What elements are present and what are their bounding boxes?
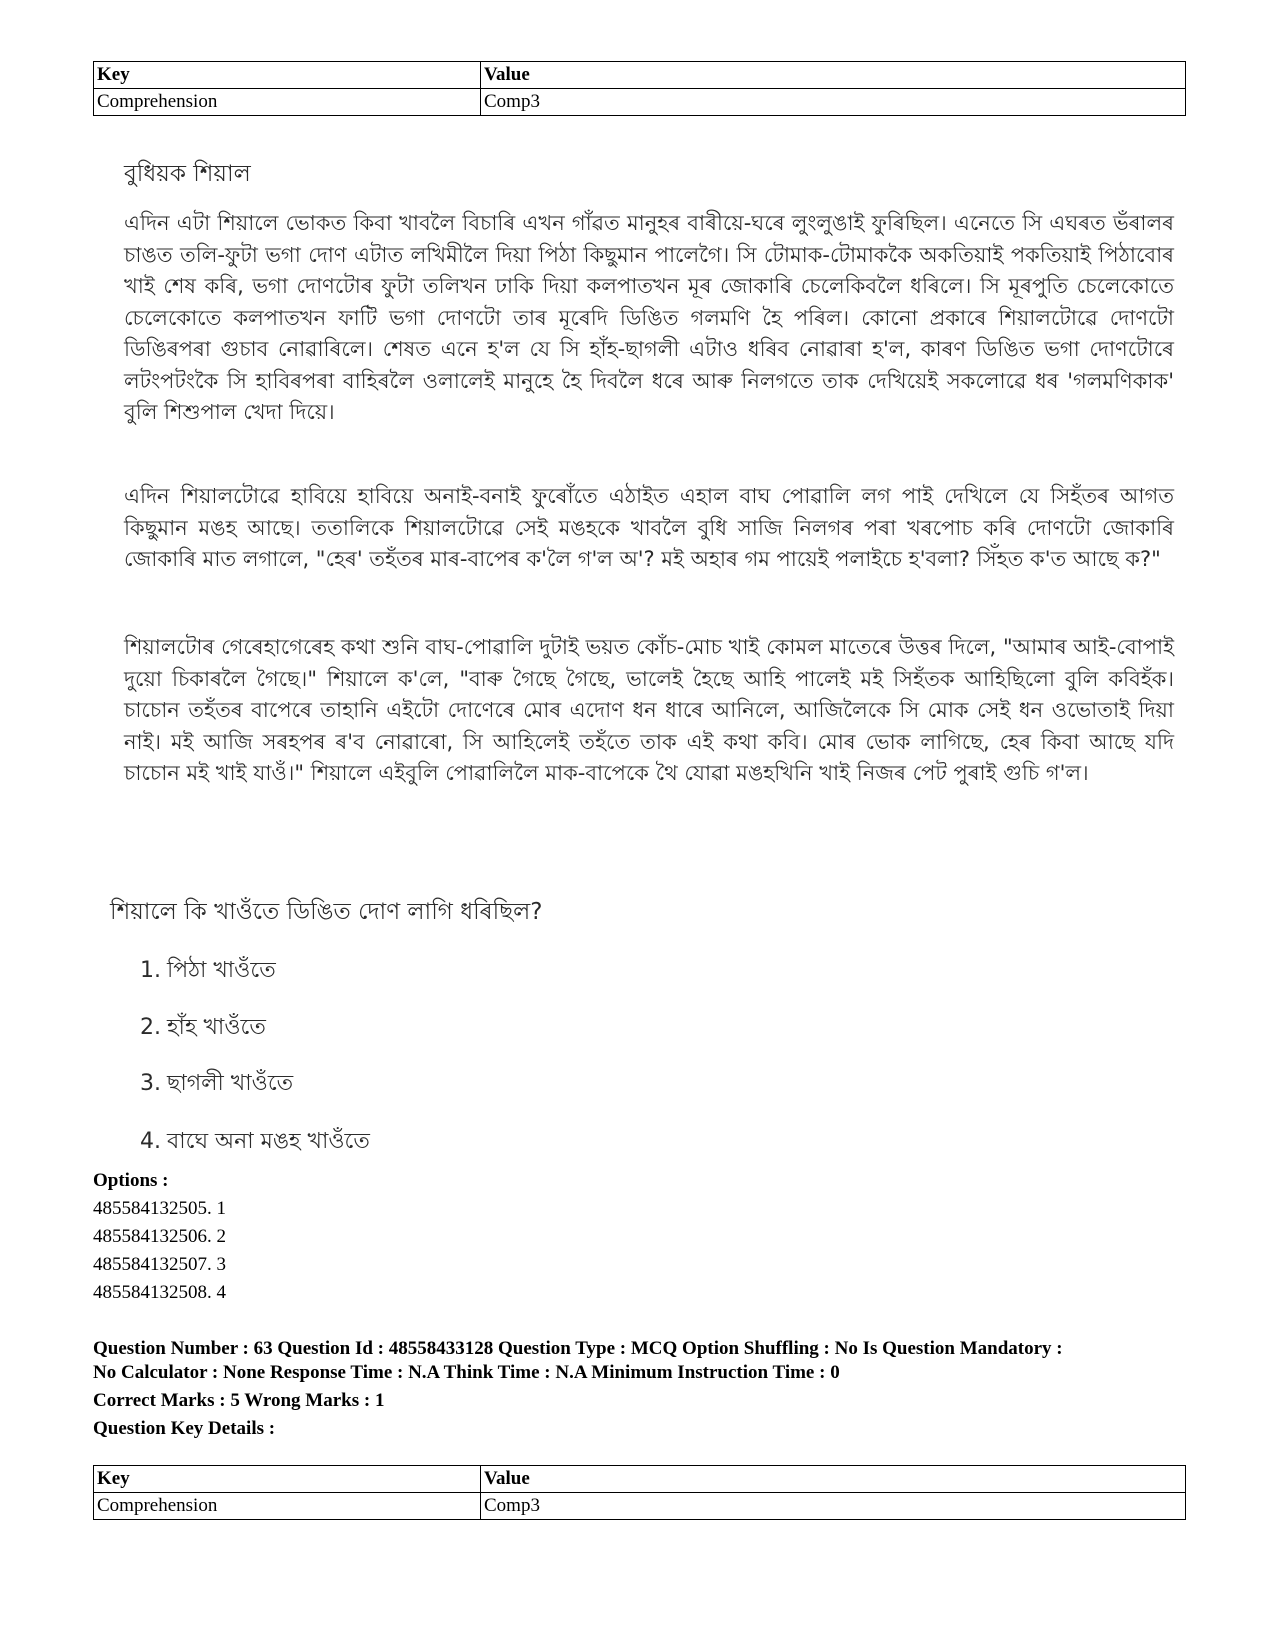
table-cell-key: Comprehension	[94, 89, 481, 116]
option-id-3: 485584132507. 3	[93, 1254, 226, 1275]
table-header-value: Value	[481, 1466, 1186, 1493]
table-cell-value: Comp3	[481, 1493, 1186, 1520]
passage-title: বুধিয়ক শিয়াল	[124, 161, 251, 187]
answer-choice-1	[140, 953, 276, 990]
answer-choice-3	[140, 1066, 293, 1103]
top-key-value-table	[93, 61, 1186, 116]
choice-text: ছাগলী খাওঁতে	[167, 1071, 294, 1096]
choice-text: হাঁহ খাওঁতে	[167, 1015, 266, 1040]
key-details-label: Question Key Details :	[93, 1418, 276, 1439]
passage-paragraph-1: এদিন এটা শিয়ালে ভোকত কিবা খাবলৈ বিচাৰি এখন গাঁৱত মানুহৰ বাৰীয়ে-ঘৰে লুংলুঙাই ফুৰিছিল। এনেতে সি এঘৰত ভঁৰালৰ চাঙত তলি-ফুটা ভগা দোণ এটাত লখিমীলৈ দিয়া পিঠা কিছুমান পালেগৈ। সি টোমাক-টোমাককৈ অকতিয়াই পকতিয়াই পিঠাবোৰ খাই শেষ কৰি, ভগা দোণটোৰ ফুটা তলিখন ঢাকি দিয়া কলপাতখন মূৰ জোকাৰি চেলেকিবলৈ ধৰিলে। সি মূৰপুতি চেলেকোতে চেলেকোতে কলপাতখন ফাটি ভগা দোণটো তাৰ মূৰেদি ডিঙিত গলমণি হৈ পৰিল। কোনো প্ৰকাৰে শিয়ালটোৱে দোণটো ডিঙিৰপৰা গুচাব নোৱাৰিলে। শেষত এনে হ'ল যে সি হাঁহ-ছাগলী এটাও ধৰিব নোৱাৰা হ'ল, কাৰণ ডিঙিত ভগা দোণটোৰে লটংপটংকৈ সি হাবিৰপৰা বাহিৰলৈ ওলালেই মানুহে হৈ দিবলৈ ধৰে আৰু নিলগতে তাক দেখিয়েই সকলোৱে ধৰ 'গলমণিকাক' বুলি শিশুপাল খেদা দিয়ে।	[124, 211, 1174, 424]
question-meta-line-2: No Calculator : None Response Time : N.A Think Time : N.A Minimum Instruction Time : 0	[93, 1362, 840, 1383]
table-header-key: Key	[94, 1466, 481, 1493]
choice-number: 4.	[140, 1129, 161, 1154]
question-text: শিয়ালে কি খাওঁতে ডিঙিত দোণ লাগি ধৰিছিল?	[110, 899, 543, 925]
table-header-key: Key	[94, 62, 481, 89]
answer-choice-2	[140, 1010, 266, 1047]
table-header-row	[94, 62, 1186, 89]
options-label: Options :	[93, 1170, 169, 1191]
choice-number: 1.	[140, 958, 161, 983]
option-id-4: 485584132508. 4	[93, 1282, 226, 1303]
choice-text: বাঘে অনা মঙহ খাওঁতে	[167, 1129, 370, 1154]
passage-paragraph-3: শিয়ালটোৰ গেৰেহাগেৰেহ কথা শুনি বাঘ-পোৱালি দুটাই ভয়ত কোঁচ-মোচ খাই কোমল মাতেৰে উত্তৰ দিলে, "আমাৰ আই-বোপাই দুয়ো চিকাৰলৈ গৈছে।" শিয়ালে ক'লে, "বাৰু গৈছে গৈছে, ভালেই হৈছে আহি পালেই মই সিহঁতক আহিছিলো বুলি কবিহঁক। চাচোন তহঁতৰ বাপেৰে তাহানি এইটো দোণেৰে মোৰ এদোণ ধন ধাৰে আনিলে, আজিলৈকে সি মোক সেই ধন ওভোতাই দিয়া নাই। মই আজি সৰহপৰ ৰ'ব নোৱাৰো, সি আহিলেই তহঁতে তাক এই কথা কবি। মোৰ ভোক লাগিছে, হেৰ কিবা আছে যদি চাচোন মই খাই যাওঁ।" শিয়ালে এইবুলি পোৱালিলৈ মাক-বাপেকে থৈ যোৱা মঙহখিনি খাই নিজৰ পেট পুৰাই গুচি গ'ল।	[124, 635, 1174, 785]
bottom-key-value-table	[93, 1465, 1186, 1520]
question-meta-line-1: Question Number : 63 Question Id : 48558433128 Question Type : MCQ Option Shuffling : No Is Question Mandatory :	[93, 1338, 1063, 1359]
table-row	[94, 1493, 1186, 1520]
passage-paragraph-2: এদিন শিয়ালটোৱে হাবিয়ে হাবিয়ে অনাই-বনাই ফুৰোঁতে এঠাইত এহাল বাঘ পোৱালি লগ পাই দেখিলে যে সিহঁতৰ আগত কিছুমান মঙহ আছে। ততালিকে শিয়ালটোৱে সেই মঙহকে খাবলৈ বুধি সাজি নিলগৰ পৰা খৰপোচ কৰি দোণটো জোকাৰি জোকাৰি মাত লগালে, "হেৰ' তহঁতৰ মাৰ-বাপেৰ ক'লৈ গ'ল অ'? মই অহাৰ গম পায়েই পলাইচে হ'বলা? সিঁহত ক'ত আছে ক?"	[124, 484, 1174, 571]
option-id-1: 485584132505. 1	[93, 1198, 226, 1219]
choice-number: 2.	[140, 1015, 161, 1040]
option-id-2: 485584132506. 2	[93, 1226, 226, 1247]
table-cell-value: Comp3	[481, 89, 1186, 116]
answer-choice-4	[140, 1124, 370, 1161]
marks-line: Correct Marks : 5 Wrong Marks : 1	[93, 1390, 385, 1411]
table-row	[94, 89, 1186, 116]
table-cell-key: Comprehension	[94, 1493, 481, 1520]
choice-number: 3.	[140, 1071, 161, 1096]
table-header-row	[94, 1466, 1186, 1493]
table-header-value: Value	[481, 62, 1186, 89]
choice-text: পিঠা খাওঁতে	[167, 958, 276, 983]
